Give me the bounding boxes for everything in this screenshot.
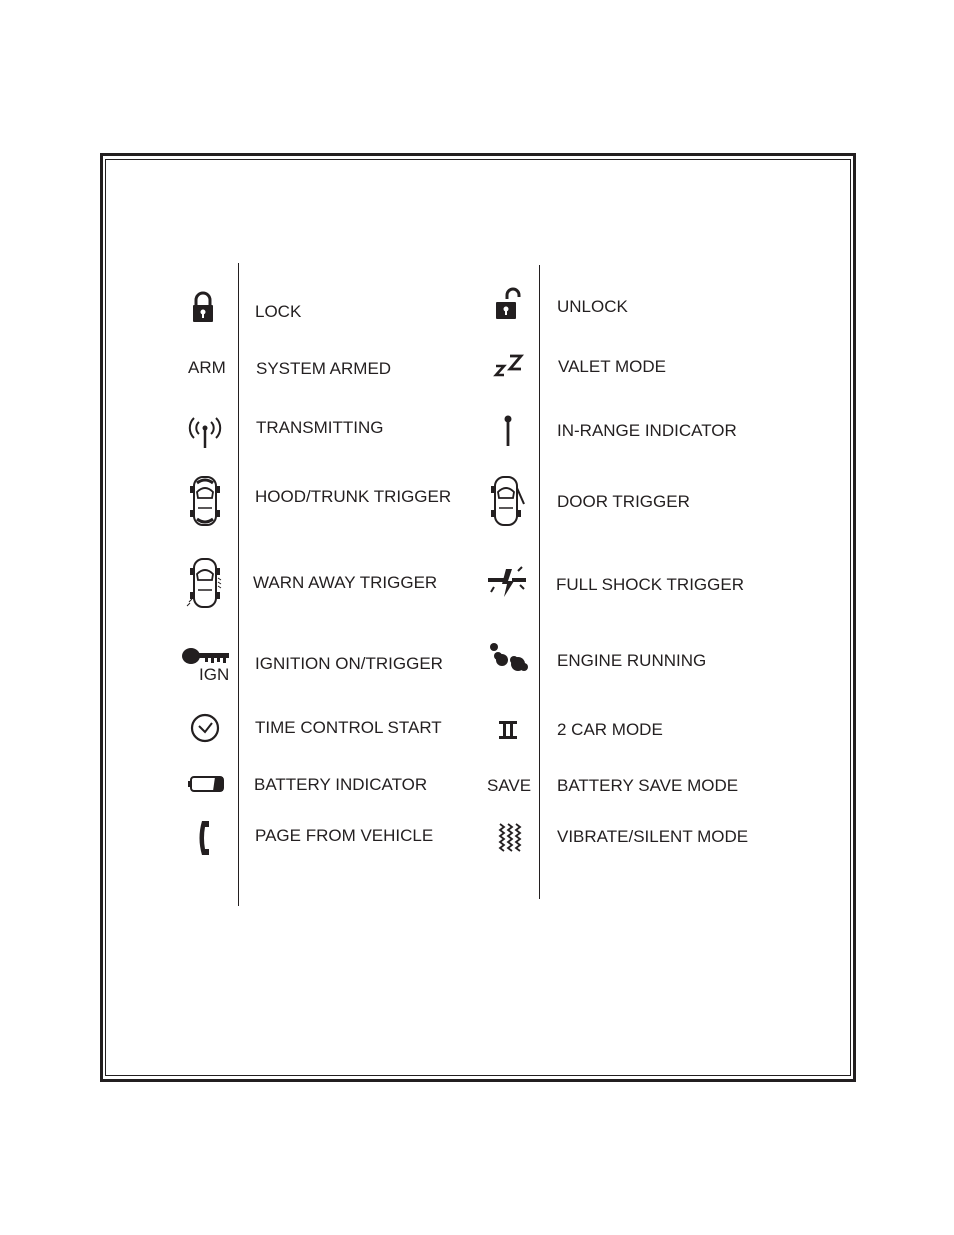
legend-label-ignition-on-trigger: IGNITION ON/TRIGGER [255,654,443,673]
legend-label-transmitting: TRANSMITTING [256,418,384,437]
legend-label-hood-trunk-trigger: HOOD/TRUNK TRIGGER [255,487,452,506]
two-car-icon [495,717,521,743]
lock-icon [183,288,223,328]
legend-label-vibrate-silent-mode: VIBRATE/SILENT MODE [557,827,749,846]
exhaust-icon [486,640,532,678]
legend-label-lock: LOCK [255,302,302,321]
legend-label-two-car-mode: 2 CAR MODE [557,720,663,739]
legend-label-unlock: UNLOCK [557,297,628,316]
left-column-divider [238,263,239,906]
clock-icon [185,708,225,748]
legend-label-system-armed: SYSTEM ARMED [256,359,392,378]
zz-icon [490,352,526,380]
save-text: SAVE [487,776,532,795]
antenna-icon [185,412,225,452]
legend-label-valet-mode: VALET MODE [558,357,667,376]
phone-icon [192,818,220,858]
shock-icon [484,565,530,601]
vibrate-icon [494,820,524,856]
legend-label-full-shock-trigger: FULL SHOCK TRIGGER [556,575,744,594]
legend-label-time-control-start: TIME CONTROL START [255,718,442,737]
legend-label-page-from-vehicle: PAGE FROM VEHICLE [255,826,434,845]
legend-label-warn-away-trigger: WARN AWAY TRIGGER [253,573,438,592]
legend-label-in-range-indicator: IN-RANGE INDICATOR [557,421,737,440]
battery-icon [187,772,227,796]
car-hood-trunk-icon [185,474,225,528]
unlock-icon [486,285,526,325]
legend-label-engine-running: ENGINE RUNNING [557,651,707,670]
car-warn-away-icon [185,556,225,610]
right-column-divider [539,265,540,899]
arm-text: ARM [188,358,226,377]
legend-label-battery-save-mode: BATTERY SAVE MODE [557,776,739,795]
car-door-icon [486,474,526,528]
range-indicator-icon [496,414,520,448]
legend-label-battery-indicator: BATTERY INDICATOR [254,775,428,794]
ign-text: IGN [199,665,230,684]
legend-label-door-trigger: DOOR TRIGGER [557,492,690,511]
